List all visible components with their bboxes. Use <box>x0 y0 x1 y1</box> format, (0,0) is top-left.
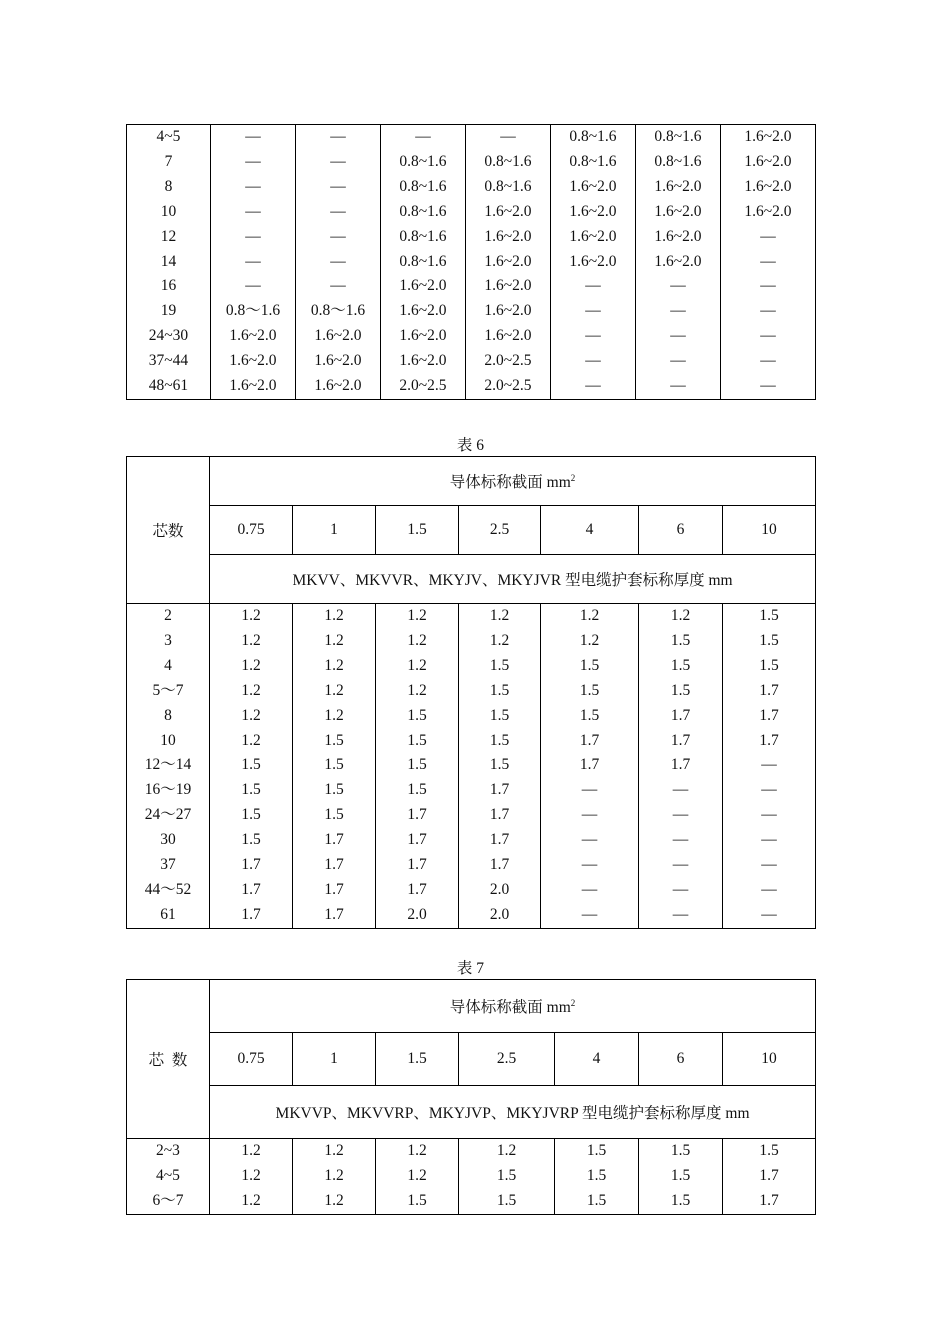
table-row <box>127 250 816 275</box>
section-header: 导体标称截面 $mm^2$ <box>210 980 816 1033</box>
thickness-cell: 1.5 <box>723 654 816 679</box>
thickness-cell: 0.8~1.6 <box>466 175 551 200</box>
size-header-cell: 6 <box>639 506 723 555</box>
thickness-cell: 1.7 <box>210 878 293 903</box>
table-row <box>127 374 816 399</box>
thickness-cell: — <box>721 374 816 399</box>
thickness-cell: 1.5 <box>376 1189 459 1214</box>
thickness-cell: — <box>639 878 723 903</box>
thickness-cell: 0.8～1.6 <box>211 299 296 324</box>
thickness-cell: 1.5 <box>210 753 293 778</box>
thickness-cell: 1.5 <box>723 629 816 654</box>
thickness-cell: — <box>296 274 381 299</box>
table-row <box>127 1189 816 1214</box>
table-5-continued <box>126 124 816 400</box>
thickness-cell: 1.6~2.0 <box>296 374 381 399</box>
thickness-cell: 1.7 <box>459 828 541 853</box>
core-count-cell: 10 <box>127 729 210 754</box>
table-6-body <box>127 604 816 929</box>
thickness-cell: 1.5 <box>293 803 376 828</box>
thickness-cell: 1.7 <box>293 828 376 853</box>
table-row <box>127 654 816 679</box>
thickness-cell: 0.8~1.6 <box>381 225 466 250</box>
thickness-cell: — <box>541 853 639 878</box>
core-count-cell: 4 <box>127 654 210 679</box>
thickness-cell: 1.6~2.0 <box>636 225 721 250</box>
thickness-cell: 1.7 <box>376 828 459 853</box>
size-header-cell: 1 <box>293 506 376 555</box>
thickness-cell: — <box>541 828 639 853</box>
thickness-cell: — <box>639 803 723 828</box>
thickness-cell: 0.8~1.6 <box>381 175 466 200</box>
thickness-cell: — <box>721 250 816 275</box>
thickness-cell: 1.5 <box>639 1164 723 1189</box>
table-row <box>127 729 816 754</box>
thickness-cell: — <box>636 274 721 299</box>
thickness-cell: 1.6~2.0 <box>636 250 721 275</box>
thickness-cell: 1.7 <box>376 878 459 903</box>
thickness-cell: — <box>211 175 296 200</box>
thickness-cell: — <box>721 225 816 250</box>
thickness-cell: — <box>723 753 816 778</box>
thickness-cell: — <box>551 374 636 399</box>
thickness-cell: 1.6~2.0 <box>466 274 551 299</box>
thickness-cell: 1.2 <box>639 604 723 629</box>
core-count-cell: 4~5 <box>127 125 211 150</box>
table-row <box>127 828 816 853</box>
core-count-cell: 6～7 <box>127 1189 210 1214</box>
thickness-cell: — <box>639 778 723 803</box>
thickness-cell: 1.5 <box>459 679 541 704</box>
table-row <box>127 753 816 778</box>
thickness-cell: 1.2 <box>376 654 459 679</box>
thickness-cell: — <box>211 250 296 275</box>
size-header-row <box>127 506 816 555</box>
thickness-cell: 1.5 <box>639 654 723 679</box>
core-count-cell: 7 <box>127 150 211 175</box>
thickness-cell: 1.2 <box>541 604 639 629</box>
thickness-cell: 1.5 <box>639 1139 723 1164</box>
thickness-cell: 0.8~1.6 <box>551 125 636 150</box>
size-header-cell: 10 <box>723 1033 816 1086</box>
thickness-cell: 1.2 <box>293 654 376 679</box>
thickness-cell: 1.5 <box>541 679 639 704</box>
thickness-cell: 0.8~1.6 <box>466 150 551 175</box>
size-header-cell: 1.5 <box>376 1033 459 1086</box>
thickness-cell: 1.2 <box>376 679 459 704</box>
thickness-cell: — <box>296 150 381 175</box>
thickness-cell: — <box>721 274 816 299</box>
thickness-cell: 1.6~2.0 <box>721 150 816 175</box>
thickness-cell: 1.6~2.0 <box>211 324 296 349</box>
table-row <box>127 903 816 928</box>
thickness-cell: 1.7 <box>293 878 376 903</box>
thickness-cell: 1.7 <box>459 853 541 878</box>
thickness-cell: — <box>381 125 466 150</box>
thickness-cell: 1.6~2.0 <box>466 299 551 324</box>
thickness-cell: 1.2 <box>210 704 293 729</box>
core-count-cell: 12 <box>127 225 211 250</box>
core-count-cell: 10 <box>127 200 211 225</box>
thickness-cell: 1.5 <box>639 1189 723 1214</box>
thickness-cell: — <box>639 828 723 853</box>
core-count-cell: 3 <box>127 629 210 654</box>
thickness-cell: 1.2 <box>376 1164 459 1189</box>
thickness-cell: 1.2 <box>459 604 541 629</box>
thickness-cell: 1.7 <box>723 729 816 754</box>
thickness-cell: 1.5 <box>376 704 459 729</box>
thickness-cell: — <box>723 803 816 828</box>
thickness-cell: 2.0 <box>459 903 541 928</box>
thickness-cell: 1.5 <box>376 729 459 754</box>
table-row <box>127 299 816 324</box>
thickness-cell: — <box>296 200 381 225</box>
thickness-cell: 2.0 <box>459 878 541 903</box>
size-header-cell: 4 <box>541 506 639 555</box>
thickness-cell: 1.2 <box>210 1139 293 1164</box>
thickness-cell: 1.5 <box>459 729 541 754</box>
core-count-cell: 30 <box>127 828 210 853</box>
table-row <box>127 1164 816 1189</box>
table-row <box>127 803 816 828</box>
thickness-cell: 1.6~2.0 <box>551 250 636 275</box>
size-header-row <box>127 1033 816 1086</box>
thickness-cell: 1.2 <box>293 1139 376 1164</box>
core-count-cell: 19 <box>127 299 211 324</box>
thickness-subtitle: MKVV、MKVVR、MKYJV、MKYJVR 型电缆护套标称厚度 mm <box>210 555 816 604</box>
table-row <box>127 604 816 629</box>
thickness-cell: 1.2 <box>210 604 293 629</box>
core-count-cell: 14 <box>127 250 211 275</box>
table-row <box>127 853 816 878</box>
table-6 <box>126 456 816 929</box>
thickness-cell: 1.6~2.0 <box>211 374 296 399</box>
table-7-caption: 表 7 <box>456 960 485 977</box>
core-count-cell: 12～14 <box>127 753 210 778</box>
thickness-cell: 1.5 <box>723 604 816 629</box>
table-row <box>127 778 816 803</box>
thickness-cell: — <box>639 903 723 928</box>
thickness-cell: — <box>723 903 816 928</box>
thickness-cell: 1.2 <box>293 1189 376 1214</box>
thickness-cell: 1.5 <box>541 654 639 679</box>
thickness-cell: 1.2 <box>293 704 376 729</box>
thickness-cell: 1.6~2.0 <box>721 175 816 200</box>
thickness-cell: — <box>723 853 816 878</box>
size-header-cell: 4 <box>555 1033 639 1086</box>
thickness-cell: 1.5 <box>293 778 376 803</box>
size-header-cell: 6 <box>639 1033 723 1086</box>
thickness-cell: 1.7 <box>639 704 723 729</box>
thickness-cell: 2.0~2.5 <box>381 374 466 399</box>
thickness-cell: 1.6~2.0 <box>721 200 816 225</box>
thickness-cell: 1.7 <box>459 778 541 803</box>
thickness-cell: — <box>541 878 639 903</box>
thickness-cell: 1.5 <box>293 729 376 754</box>
thickness-cell: — <box>296 175 381 200</box>
thickness-cell: — <box>723 828 816 853</box>
thickness-cell: 1.7 <box>376 803 459 828</box>
thickness-cell: — <box>211 225 296 250</box>
thickness-cell: — <box>721 349 816 374</box>
thickness-cell: 1.2 <box>210 679 293 704</box>
size-header-cell: 1.5 <box>376 506 459 555</box>
table-row <box>127 274 816 299</box>
core-count-cell: 2~3 <box>127 1139 210 1164</box>
thickness-cell: 1.2 <box>210 1189 293 1214</box>
thickness-cell: 0.8~1.6 <box>636 125 721 150</box>
thickness-cell: 0.8~1.6 <box>381 150 466 175</box>
thickness-cell: 1.6~2.0 <box>636 175 721 200</box>
table-row <box>127 878 816 903</box>
thickness-cell: 1.6~2.0 <box>466 225 551 250</box>
table-5-body <box>127 125 816 400</box>
table-row <box>127 125 816 150</box>
thickness-cell: 1.7 <box>639 729 723 754</box>
thickness-cell: 1.5 <box>459 654 541 679</box>
thickness-cell: 2.0~2.5 <box>466 349 551 374</box>
thickness-cell: — <box>639 853 723 878</box>
table-row <box>127 175 816 200</box>
table-6-caption: 表 6 <box>456 437 485 454</box>
thickness-cell: 1.5 <box>293 753 376 778</box>
thickness-cell: 1.7 <box>541 729 639 754</box>
thickness-cell: 1.5 <box>555 1164 639 1189</box>
thickness-cell: 1.2 <box>376 629 459 654</box>
size-header-cell: 2.5 <box>459 1033 555 1086</box>
thickness-cell: 1.5 <box>210 803 293 828</box>
core-count-cell: 37~44 <box>127 349 211 374</box>
thickness-cell: 0.8~1.6 <box>381 200 466 225</box>
thickness-cell: — <box>721 324 816 349</box>
thickness-cell: 1.5 <box>459 1189 555 1214</box>
thickness-cell: 1.7 <box>541 753 639 778</box>
thickness-cell: 1.2 <box>293 679 376 704</box>
thickness-cell: 1.5 <box>723 1139 816 1164</box>
core-count-cell: 44～52 <box>127 878 210 903</box>
core-count-cell: 8 <box>127 175 211 200</box>
thickness-cell: 1.6~2.0 <box>551 175 636 200</box>
thickness-cell: 1.6~2.0 <box>466 250 551 275</box>
table-row <box>127 225 816 250</box>
size-header-cell: 0.75 <box>210 506 293 555</box>
thickness-cell: 1.2 <box>293 629 376 654</box>
thickness-cell: — <box>296 250 381 275</box>
thickness-cell: — <box>541 778 639 803</box>
thickness-cell: — <box>211 200 296 225</box>
thickness-cell: 0.8~1.6 <box>381 250 466 275</box>
size-header-cell: 0.75 <box>210 1033 293 1086</box>
thickness-cell: 1.7 <box>723 1164 816 1189</box>
thickness-cell: 1.6~2.0 <box>466 200 551 225</box>
thickness-cell: 2.0 <box>376 903 459 928</box>
thickness-cell: 1.5 <box>639 629 723 654</box>
thickness-cell: 1.6~2.0 <box>381 274 466 299</box>
thickness-cell: 1.5 <box>555 1189 639 1214</box>
thickness-cell: 1.6~2.0 <box>381 299 466 324</box>
thickness-cell: 1.7 <box>723 679 816 704</box>
thickness-cell: — <box>721 299 816 324</box>
thickness-cell: — <box>211 274 296 299</box>
thickness-cell: 1.5 <box>210 778 293 803</box>
thickness-cell: 1.2 <box>210 729 293 754</box>
thickness-cell: — <box>551 349 636 374</box>
thickness-cell: 1.2 <box>293 1164 376 1189</box>
table-row <box>127 349 816 374</box>
size-header-cell: 10 <box>723 506 816 555</box>
thickness-cell: 1.5 <box>555 1139 639 1164</box>
thickness-cell: 1.5 <box>459 1164 555 1189</box>
section-header: 导体标称截面 $mm^2$ <box>210 457 816 506</box>
thickness-cell: 1.6~2.0 <box>381 324 466 349</box>
thickness-cell: 1.7 <box>723 704 816 729</box>
thickness-cell: 1.2 <box>376 1139 459 1164</box>
thickness-cell: 0.8~1.6 <box>636 150 721 175</box>
thickness-cell: 1.2 <box>293 604 376 629</box>
thickness-cell: 1.5 <box>376 753 459 778</box>
table-row <box>127 324 816 349</box>
thickness-cell: 1.5 <box>376 778 459 803</box>
thickness-cell: 1.2 <box>459 629 541 654</box>
thickness-cell: — <box>551 324 636 349</box>
thickness-cell: 1.6~2.0 <box>211 349 296 374</box>
thickness-cell: — <box>636 324 721 349</box>
size-header-cell: 1 <box>293 1033 376 1086</box>
table-row <box>127 679 816 704</box>
core-count-cell: 37 <box>127 853 210 878</box>
thickness-cell: 1.5 <box>210 828 293 853</box>
thickness-cell: 1.6~2.0 <box>721 125 816 150</box>
table-7-body <box>127 1139 816 1215</box>
thickness-cell: — <box>296 225 381 250</box>
thickness-cell: 0.8~1.6 <box>551 150 636 175</box>
thickness-cell: 1.2 <box>210 629 293 654</box>
thickness-cell: 1.7 <box>210 853 293 878</box>
thickness-cell: 1.6~2.0 <box>636 200 721 225</box>
thickness-cell: 1.5 <box>459 753 541 778</box>
thickness-cell: 1.5 <box>459 704 541 729</box>
thickness-cell: — <box>466 125 551 150</box>
thickness-cell: 1.6~2.0 <box>551 200 636 225</box>
core-count-cell: 5～7 <box>127 679 210 704</box>
thickness-cell: 1.2 <box>376 604 459 629</box>
core-count-cell: 24～27 <box>127 803 210 828</box>
thickness-cell: — <box>541 903 639 928</box>
thickness-subtitle: MKVVP、MKVVRP、MKYJVP、MKYJVRP 型电缆护套标称厚度 mm <box>210 1086 816 1139</box>
thickness-cell: 1.2 <box>210 1164 293 1189</box>
core-count-cell: 2 <box>127 604 210 629</box>
thickness-cell: 1.2 <box>459 1139 555 1164</box>
thickness-cell: 1.2 <box>541 629 639 654</box>
core-count-cell: 61 <box>127 903 210 928</box>
core-count-header: 芯数 <box>127 457 210 604</box>
thickness-cell: — <box>296 125 381 150</box>
thickness-cell: — <box>551 299 636 324</box>
thickness-cell: — <box>541 803 639 828</box>
thickness-cell: 1.6~2.0 <box>381 349 466 374</box>
thickness-cell: — <box>723 878 816 903</box>
thickness-cell: — <box>211 150 296 175</box>
thickness-cell: — <box>723 778 816 803</box>
table-row <box>127 150 816 175</box>
thickness-cell: 1.5 <box>541 704 639 729</box>
thickness-cell: — <box>636 299 721 324</box>
thickness-cell: 1.6~2.0 <box>296 349 381 374</box>
thickness-cell: 1.6~2.0 <box>466 324 551 349</box>
table-row <box>127 704 816 729</box>
table-row <box>127 200 816 225</box>
core-count-header: 芯 数 <box>127 980 210 1139</box>
thickness-cell: — <box>551 274 636 299</box>
thickness-cell: — <box>636 374 721 399</box>
thickness-cell: 1.7 <box>376 853 459 878</box>
thickness-cell: 1.6~2.0 <box>551 225 636 250</box>
table-row <box>127 629 816 654</box>
core-count-cell: 24~30 <box>127 324 211 349</box>
thickness-cell: — <box>636 349 721 374</box>
table-row <box>127 1139 816 1164</box>
thickness-cell: — <box>211 125 296 150</box>
thickness-cell: 2.0~2.5 <box>466 374 551 399</box>
thickness-cell: 1.2 <box>210 654 293 679</box>
core-count-cell: 4~5 <box>127 1164 210 1189</box>
thickness-cell: 1.6~2.0 <box>296 324 381 349</box>
core-count-cell: 8 <box>127 704 210 729</box>
size-header-cell: 2.5 <box>459 506 541 555</box>
core-count-cell: 16 <box>127 274 211 299</box>
thickness-cell: 1.7 <box>459 803 541 828</box>
core-count-cell: 48~61 <box>127 374 211 399</box>
table-7 <box>126 979 816 1215</box>
thickness-cell: 1.7 <box>293 903 376 928</box>
core-count-cell: 16～19 <box>127 778 210 803</box>
thickness-cell: 1.7 <box>723 1189 816 1214</box>
thickness-cell: 1.7 <box>639 753 723 778</box>
thickness-cell: 1.7 <box>293 853 376 878</box>
thickness-cell: 1.5 <box>639 679 723 704</box>
thickness-cell: 0.8～1.6 <box>296 299 381 324</box>
thickness-cell: 1.7 <box>210 903 293 928</box>
